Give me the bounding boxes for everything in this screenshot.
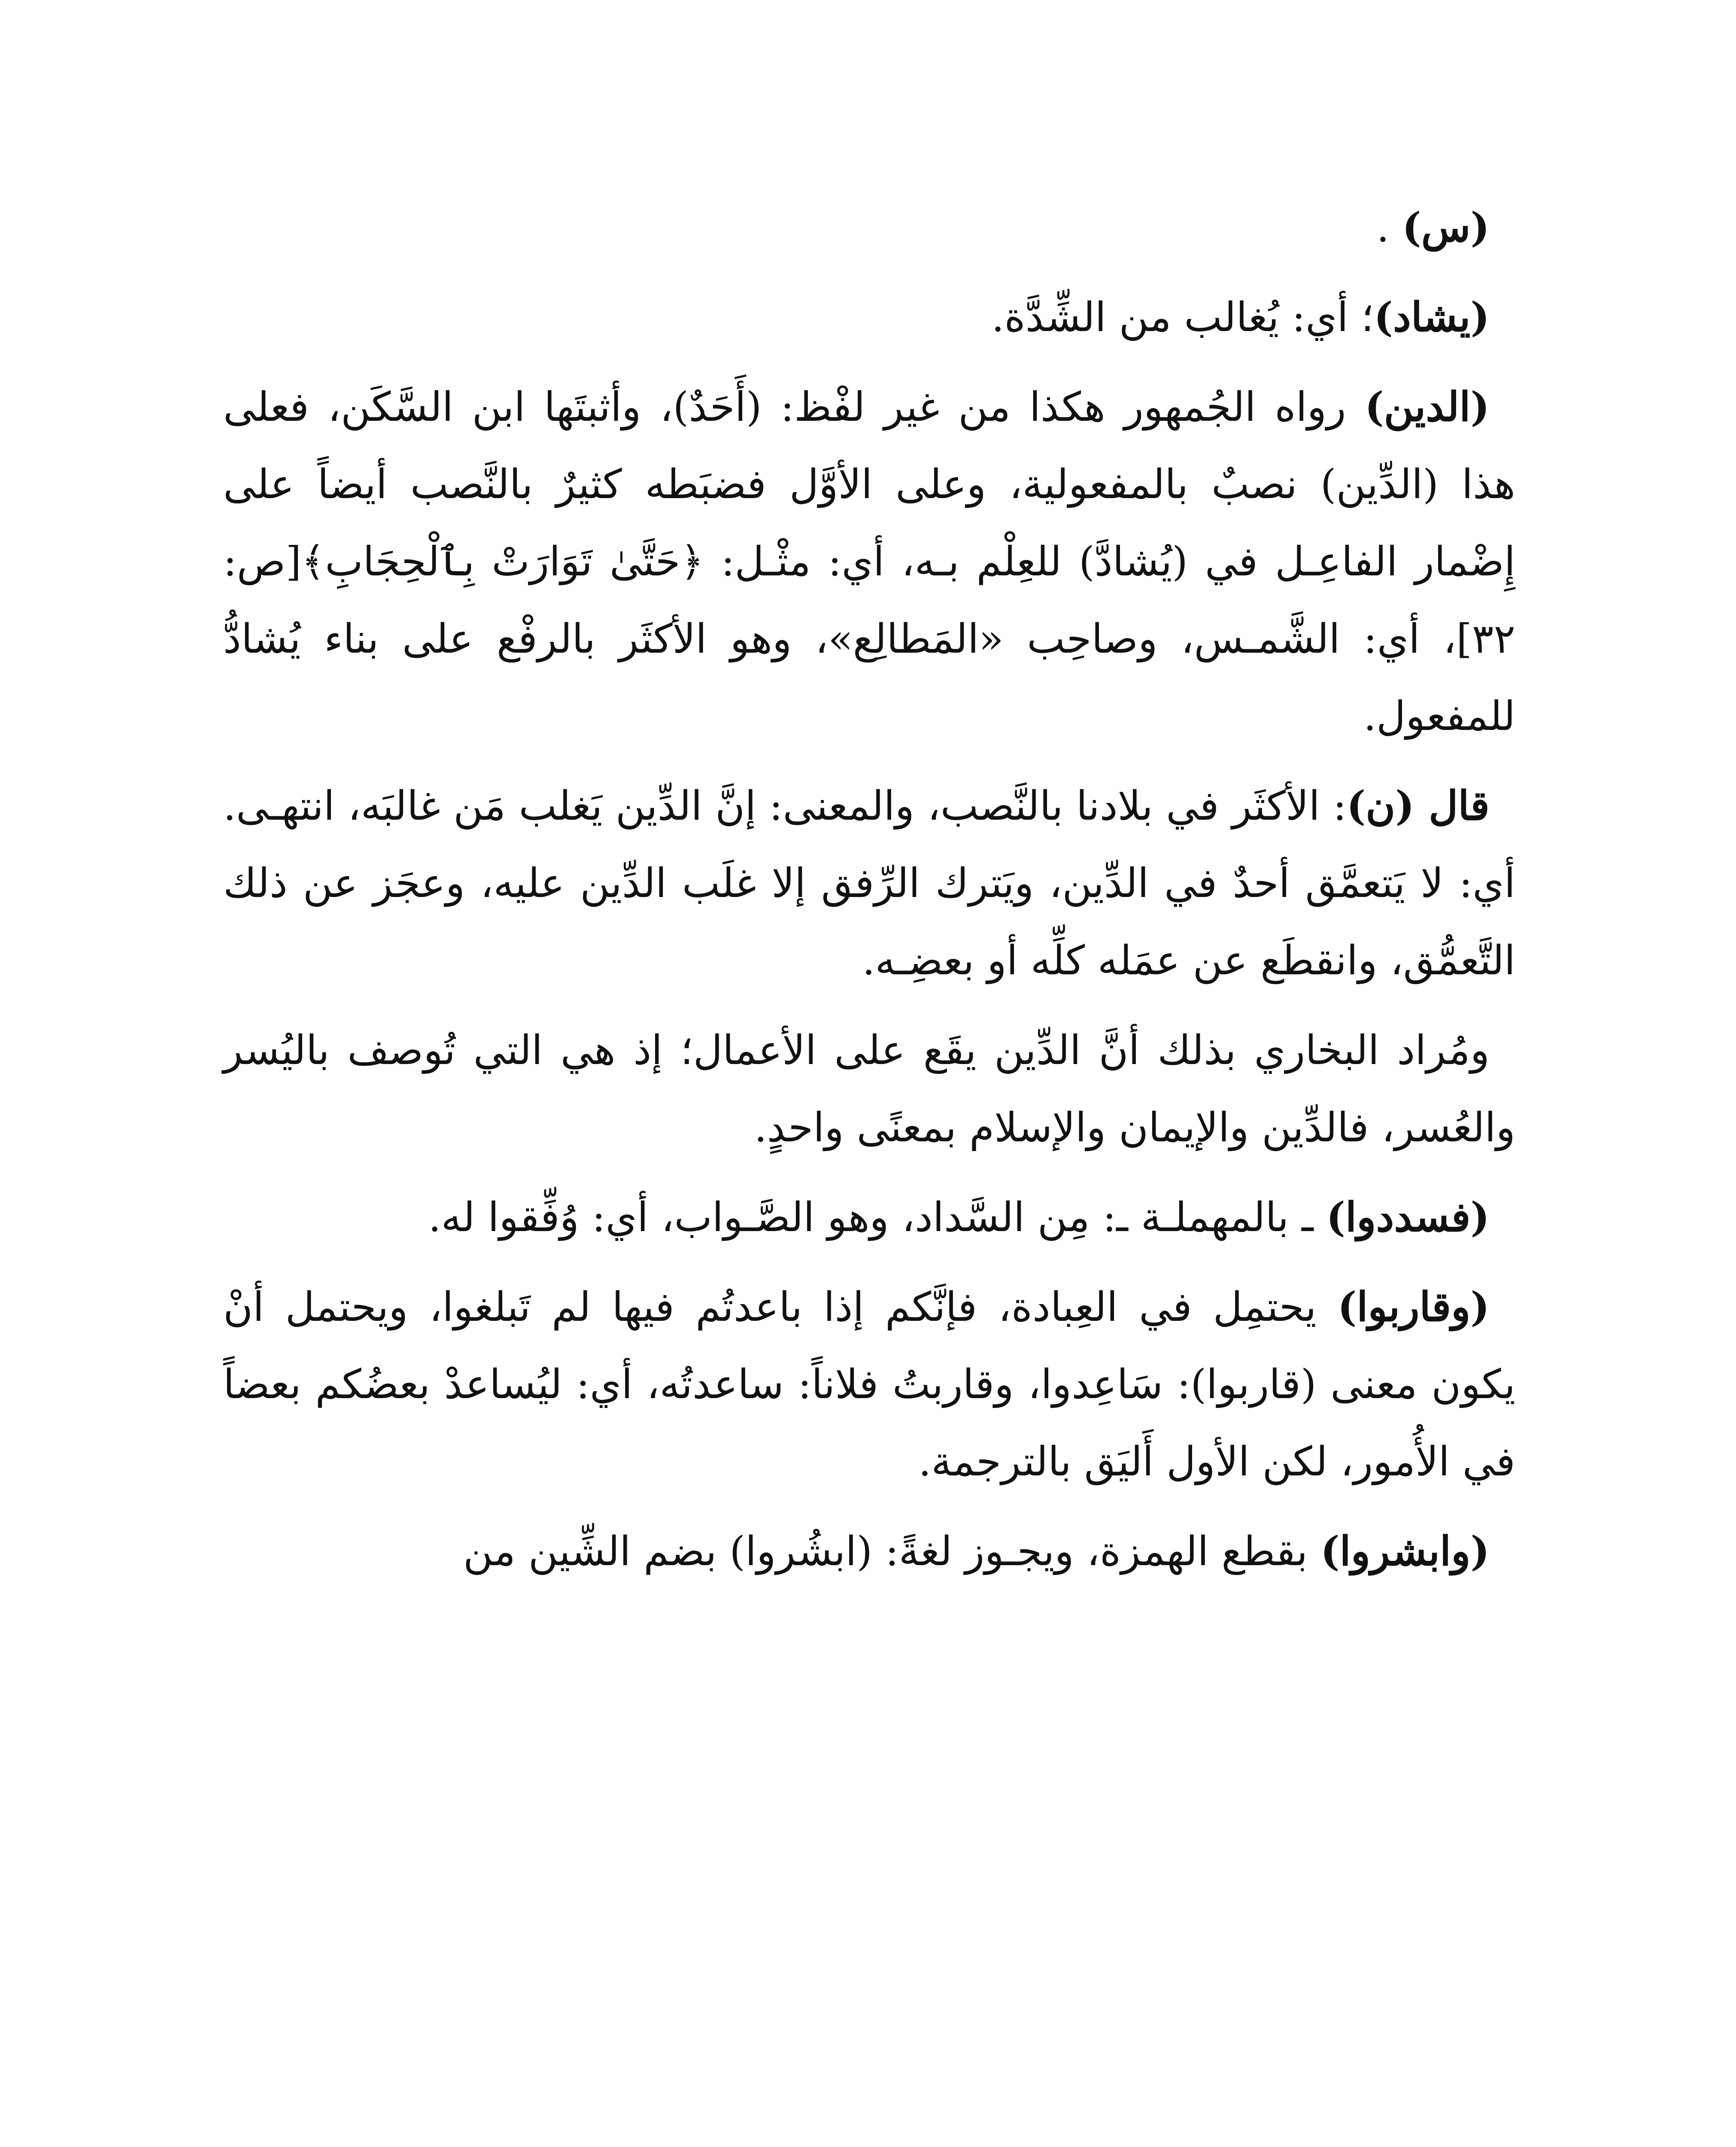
paragraph-heading: (وقاربوا) bbox=[1337, 1283, 1490, 1331]
paragraph-text: رواه الجُمهور هكذا من غير لفْظ: (أَحَدٌ)، وأثبتَها ابن السَّكَن، فعلى هذا (الدِّين) نصبٌ بالمفعولية، وعلى الأوَّل فضبَطه كثيرٌ بالنَّصب أيضاً على إِضْمار الفاعِـل في (يُشادَّ) للعِلْم بـه، أي: مثْـل: ﴿حَتَّىٰ تَوَارَتْ بِٱلْحِجَابِ﴾[ص: ٣٢]، أي: الشَّمـس، وصاحِب «المَطالِع»، وهو الأكثَر بالرفْع على بناء يُشادُّ للمفعول. bbox=[223, 384, 1515, 740]
paragraph-5 bbox=[223, 1012, 1515, 1167]
paragraph-8 bbox=[223, 1513, 1515, 1590]
paragraph-7 bbox=[223, 1268, 1515, 1501]
paragraph-6 bbox=[223, 1179, 1515, 1256]
paragraph-2 bbox=[223, 279, 1515, 356]
paragraph-heading: (يشاد) bbox=[1374, 294, 1490, 341]
paragraph-1 bbox=[223, 189, 1515, 267]
paragraph-heading: (فسددوا) bbox=[1326, 1194, 1490, 1241]
paragraph-3 bbox=[223, 368, 1515, 755]
paragraph-heading: قال (ن) bbox=[1346, 782, 1490, 830]
paragraph-heading: (وابشروا) bbox=[1320, 1528, 1490, 1575]
paragraph-text: ومُراد البخاري بذلك أنَّ الدِّين يقَع على الأعمال؛ إذ هي التي تُوصف باليُسر والعُسر، فالدِّين والإيمان والإسلام بمعنًى واحدٍ. bbox=[223, 1027, 1515, 1151]
paragraph-text: ؛ أي: يُغالب من الشِّدَّة. bbox=[991, 294, 1374, 341]
paragraph-text: . bbox=[1376, 204, 1402, 251]
paragraph-4 bbox=[223, 767, 1515, 1000]
paragraph-text: يحتمِل في العِبادة، فإنَّكم إذا باعدتُم فيها لم تَبلغوا، ويحتمل أنْ يكون معنى (قاربوا): سَاعِدوا، وقاربتُ فلاناً: ساعدتُه، أي: ليُساعدْ بعضُكم بعضاً في الأُمور، لكن الأول أَليَق بالترجمة. bbox=[223, 1284, 1515, 1485]
paragraph-heading: (س) bbox=[1402, 204, 1490, 251]
page-body bbox=[223, 189, 1515, 1603]
paragraph-text: بقطع الهمزة، ويجـوز لغةً: (ابشُروا) بضم الشِّين من bbox=[463, 1528, 1321, 1575]
paragraph-text: : الأكثَر في بلادنا بالنَّصب، والمعنى: إنَّ الدِّين يَغلب مَن غالبَه، انتهـى. أي: لا يَتعمَّق أحدٌ في الدِّين، ويَترك الرِّفق إلا غلَب الدِّين عليه، وعجَز عن ذلك التَّعمُّق، وانقطَع عن عمَله كلِّه أو بعضِـه. bbox=[223, 783, 1515, 984]
paragraph-heading: (الدين) bbox=[1365, 383, 1490, 431]
paragraph-text: ـ بالمهملـة ـ: مِن السَّداد، وهو الصَّـواب، أي: وُفِّقوا له. bbox=[428, 1194, 1326, 1241]
